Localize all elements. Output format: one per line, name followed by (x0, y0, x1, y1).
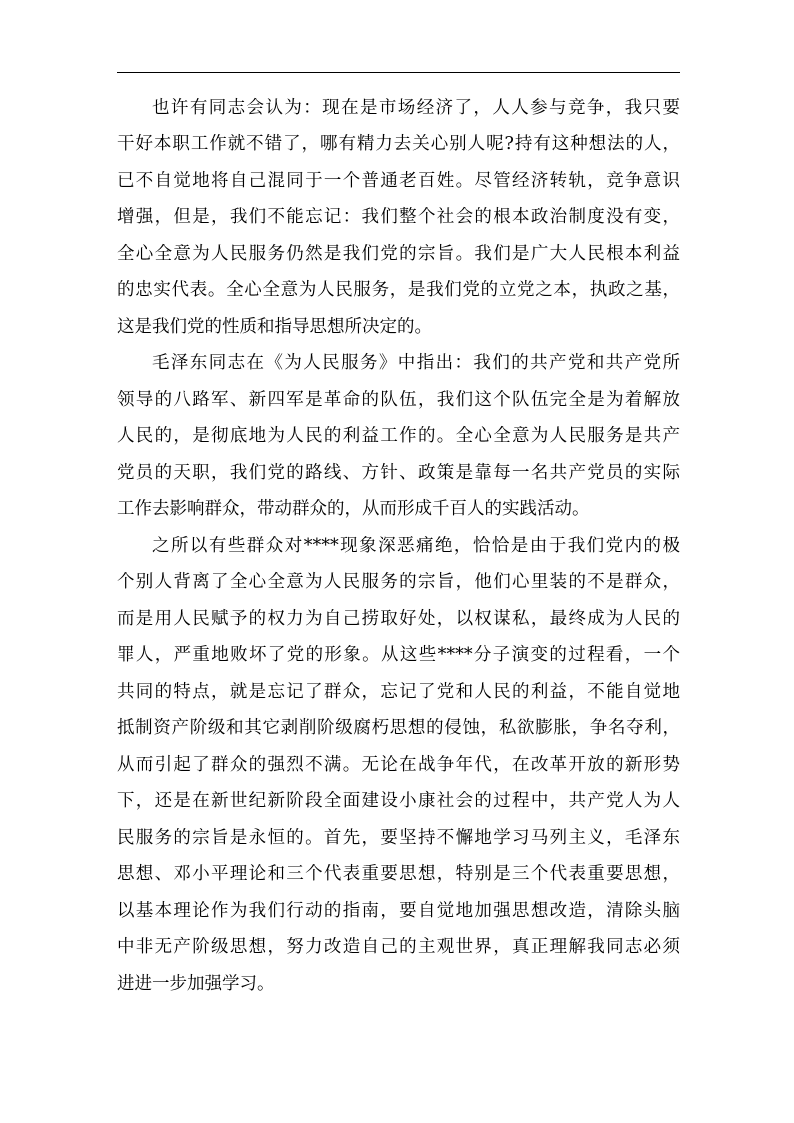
paragraph-3-line-3: 而是用人民赋予的权力为自己捞取好处，以权谋私，最终成为人民的 (117, 609, 680, 629)
paragraph-2-line-5: 工作去影响群众，带动群众的，从而形成千百人的实践活动。 (117, 499, 590, 519)
paragraph-3-line-2: 个别人背离了全心全意为人民服务的宗旨，他们心里装的不是群众， (117, 572, 680, 592)
paragraph-3-line-5: 共同的特点，就是忘记了群众，忘记了党和人民的利益，不能自觉地 (117, 682, 680, 702)
paragraph-3-line-6: 抵制资产阶级和其它剥削阶级腐朽思想的侵蚀，私欲膨胀，争名夺利， (117, 718, 680, 738)
paragraph-3-line-8: 下，还是在新世纪新阶段全面建设小康社会的过程中，共产党人为人 (117, 791, 680, 811)
paragraph-1-line-6: 的忠实代表。全心全意为人民服务，是我们党的立党之本，执政之基， (117, 280, 680, 300)
paragraph-3-line-12: 中非无产阶级思想，努力改造自己的主观世界，真正理解我同志必须 (117, 937, 680, 957)
paragraph-2-line-1: 毛泽东同志在《为人民服务》中指出：我们的共产党和共产党所 (152, 353, 680, 373)
paragraph-3-line-1: 之所以有些群众对****现象深恶痛绝，恰恰是由于我们党内的极 (152, 536, 680, 556)
paragraph-1-line-2: 干好本职工作就不错了，哪有精力去关心别人呢?持有这种想法的人， (117, 134, 680, 154)
paragraph-1-line-7: 这是我们党的性质和指导思想所决定的。 (117, 317, 432, 337)
paragraph-3-line-7: 从而引起了群众的强烈不满。无论在战争年代，在改革开放的新形势 (117, 755, 680, 775)
header-rule (117, 72, 680, 73)
paragraph-3-line-4: 罪人，严重地败坏了党的形象。从这些****分子演变的过程看，一个 (117, 645, 680, 665)
paragraph-1-line-1: 也许有同志会认为：现在是市场经济了，人人参与竞争，我只要 (152, 98, 680, 118)
paragraph-2-line-2: 领导的八路军、新四军是革命的队伍，我们这个队伍完全是为着解放 (117, 390, 680, 410)
paragraph-3-line-9: 民服务的宗旨是永恒的。首先，要坚持不懈地学习马列主义，毛泽东 (117, 828, 680, 848)
paragraph-1-line-4: 增强，但是，我们不能忘记：我们整个社会的根本政治制度没有变， (117, 207, 680, 227)
paragraph-3-line-11: 以基本理论作为我们行动的指南，要自觉地加强思想改造，清除头脑 (117, 901, 680, 921)
paragraph-1-line-5: 全心全意为人民服务仍然是我们党的宗旨。我们是广大人民根本利益 (117, 244, 680, 264)
paragraph-2-line-3: 人民的，是彻底地为人民的利益工作的。全心全意为人民服务是共产 (117, 426, 680, 446)
paragraph-2-line-4: 党员的天职，我们党的路线、方针、政策是靠每一名共产党员的实际 (117, 463, 680, 483)
paragraph-1-line-3: 已不自觉地将自己混同于一个普通老百姓。尽管经济转轨，竞争意识 (117, 171, 680, 191)
paragraph-3-line-13: 进进一步加强学习。 (117, 974, 275, 994)
paragraph-3-line-10: 思想、邓小平理论和三个代表重要思想，特别是三个代表重要思想， (117, 864, 680, 884)
